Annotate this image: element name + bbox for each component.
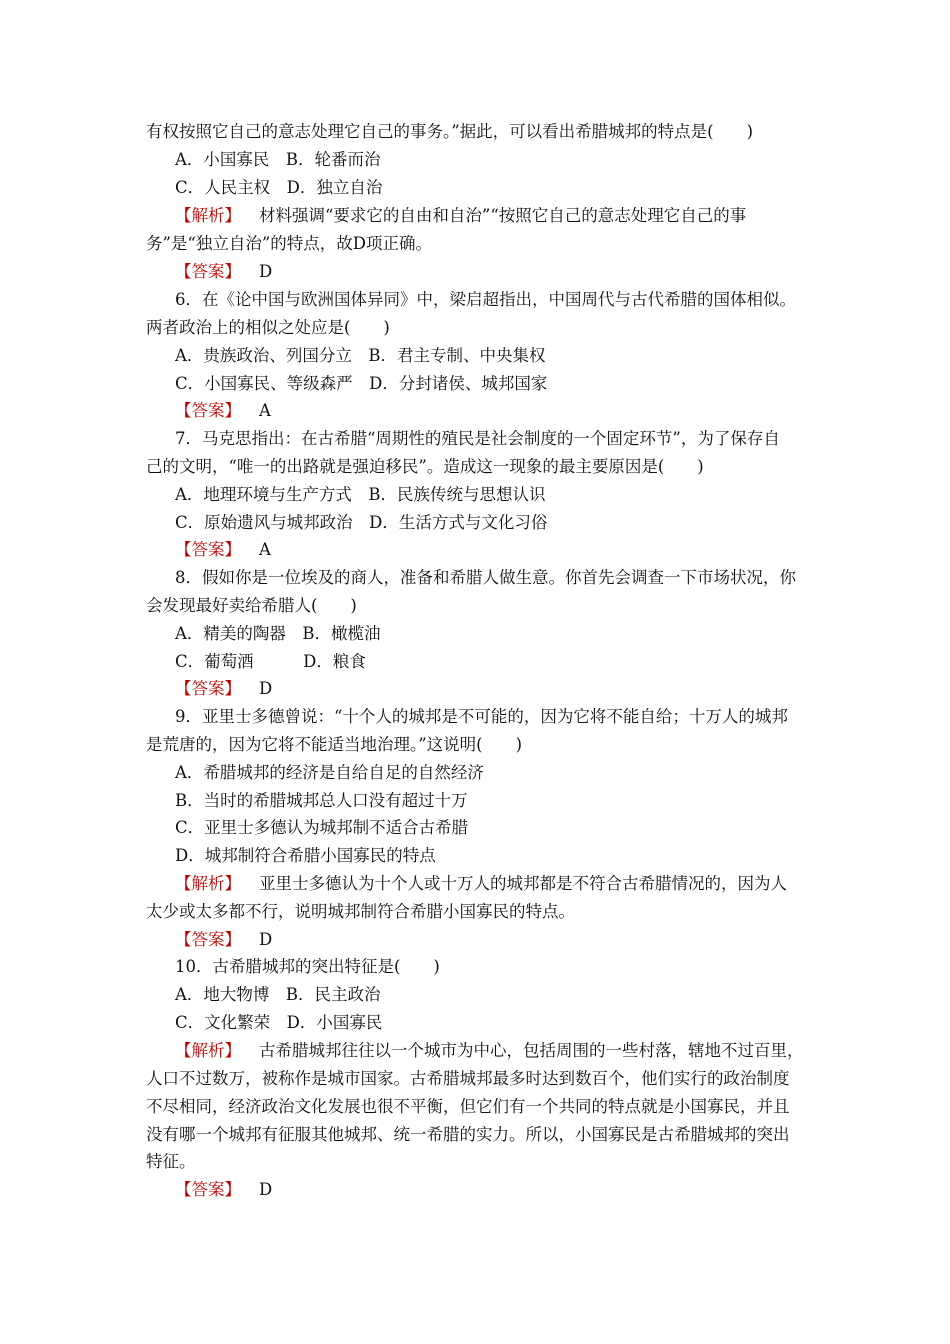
q5-analysis-line2: 务”是“独立自治”的特点，故D项正确。 xyxy=(146,234,433,253)
q9-option-a: A．希腊城邦的经济是自给自足的自然经济 xyxy=(175,763,484,782)
answer-value: D xyxy=(259,1180,273,1199)
q10-answer-line xyxy=(0,1180,950,1200)
q9-option-b: B．当时的希腊城邦总人口没有超过十万 xyxy=(175,791,468,810)
q5-analysis-line1 xyxy=(0,206,950,226)
answer-value: D xyxy=(259,262,273,281)
q9-analysis-line1 xyxy=(0,874,950,894)
q10-options-row2: C．文化繁荣 D．小国寡民 xyxy=(175,1013,383,1032)
q7-answer-line xyxy=(0,540,950,560)
q9-option-c: C．亚里士多德认为城邦制不适合古希腊 xyxy=(175,818,469,837)
q5-options-row2: C．人民主权 D．独立自治 xyxy=(175,178,383,197)
q5-options-row1: A．小国寡民 B．轮番而治 xyxy=(175,150,381,169)
q8-answer-line xyxy=(0,679,950,699)
q5-answer-line xyxy=(0,262,950,282)
q8-stem-line2: 会发现最好卖给希腊人( ) xyxy=(146,596,357,615)
analysis-tag: 【解析】 xyxy=(175,1041,241,1060)
q10-options-row1: A．地大物博 B．民主政治 xyxy=(175,985,381,1004)
q6-stem-line1: 6．在《论中国与欧洲国体异同》中，梁启超指出，中国周代与古代希腊的国体相似。 xyxy=(175,290,796,309)
q10-analysis-line4: 没有哪一个城邦有征服其他城邦、统一希腊的实力。所以，小国寡民是古希腊城邦的突出 xyxy=(146,1125,790,1144)
answer-value: D xyxy=(259,679,273,698)
answer-tag: 【答案】 xyxy=(175,540,241,559)
analysis-text: 古希腊城邦往往以一个城市为中心，包括周围的一些村落，辖地不过百里， xyxy=(259,1041,804,1060)
q8-options-row2: C．葡萄酒 D．粮食 xyxy=(175,652,366,671)
q10-analysis-line2: 人口不过数万，被称作是城市国家。古希腊城邦最多时达到数百个，他们实行的政治制度 xyxy=(146,1069,790,1088)
analysis-tag: 【解析】 xyxy=(175,874,241,893)
q6-answer-line xyxy=(0,401,950,421)
q8-options-row1: A．精美的陶器 B．橄榄油 xyxy=(175,624,381,643)
answer-tag: 【答案】 xyxy=(175,1180,241,1199)
q7-options-row2: C．原始遗风与城邦政治 D．生活方式与文化习俗 xyxy=(175,513,548,532)
q8-stem-line1: 8．假如你是一位埃及的商人，准备和希腊人做生意。你首先会调查一下市场状况，你 xyxy=(175,568,796,587)
q10-analysis-line3: 不尽相同，经济政治文化发展也很不平衡，但它们有一个共同的特点就是小国寡民，并且 xyxy=(146,1097,790,1116)
answer-tag: 【答案】 xyxy=(175,930,241,949)
analysis-tag: 【解析】 xyxy=(175,206,241,225)
answer-tag: 【答案】 xyxy=(175,679,241,698)
answer-value: D xyxy=(259,930,273,949)
analysis-text: 亚里士多德认为十个人或十万人的城邦都是不符合古希腊情况的，因为人 xyxy=(259,874,787,893)
q6-stem-line2: 两者政治上的相似之处应是( ) xyxy=(146,318,390,337)
analysis-text: 材料强调“要求它的自由和自治”“按照它自己的意志处理它自己的事 xyxy=(259,206,747,225)
answer-tag: 【答案】 xyxy=(175,262,241,281)
q10-analysis-line1 xyxy=(0,1041,950,1061)
q9-option-d: D．城邦制符合希腊小国寡民的特点 xyxy=(175,846,436,865)
q9-analysis-line2: 太少或太多都不行，说明城邦制符合希腊小国寡民的特点。 xyxy=(146,902,575,921)
q7-options-row1: A．地理环境与生产方式 B．民族传统与思想认识 xyxy=(175,485,546,504)
answer-value: A xyxy=(259,401,271,420)
q9-stem-line1: 9．亚里士多德曾说：“十个人的城邦是不可能的，因为它将不能自给；十万人的城邦 xyxy=(175,707,788,726)
q7-stem-line2: 己的文明，“唯一的出路就是强迫移民”。造成这一现象的最主要原因是( ) xyxy=(146,457,704,476)
q5-stem-tail: 有权按照它自己的意志处理它自己的事务。”据此，可以看出希腊城邦的特点是( ) xyxy=(146,122,754,141)
q10-analysis-line5: 特征。 xyxy=(146,1152,196,1171)
q6-options-row2: C．小国寡民、等级森严 D．分封诸侯、城邦国家 xyxy=(175,374,548,393)
q10-stem-line1: 10．古希腊城邦的突出特征是( ) xyxy=(175,957,440,976)
answer-tag: 【答案】 xyxy=(175,401,241,420)
q9-stem-line2: 是荒唐的，因为它将不能适当地治理。”这说明( ) xyxy=(146,735,523,754)
q6-options-row1: A．贵族政治、列国分立 B．君主专制、中央集权 xyxy=(175,346,546,365)
q9-answer-line xyxy=(0,930,950,950)
answer-value: A xyxy=(259,540,271,559)
q7-stem-line1: 7．马克思指出：在古希腊“周期性的殖民是社会制度的一个固定环节”，为了保存自 xyxy=(175,429,780,448)
